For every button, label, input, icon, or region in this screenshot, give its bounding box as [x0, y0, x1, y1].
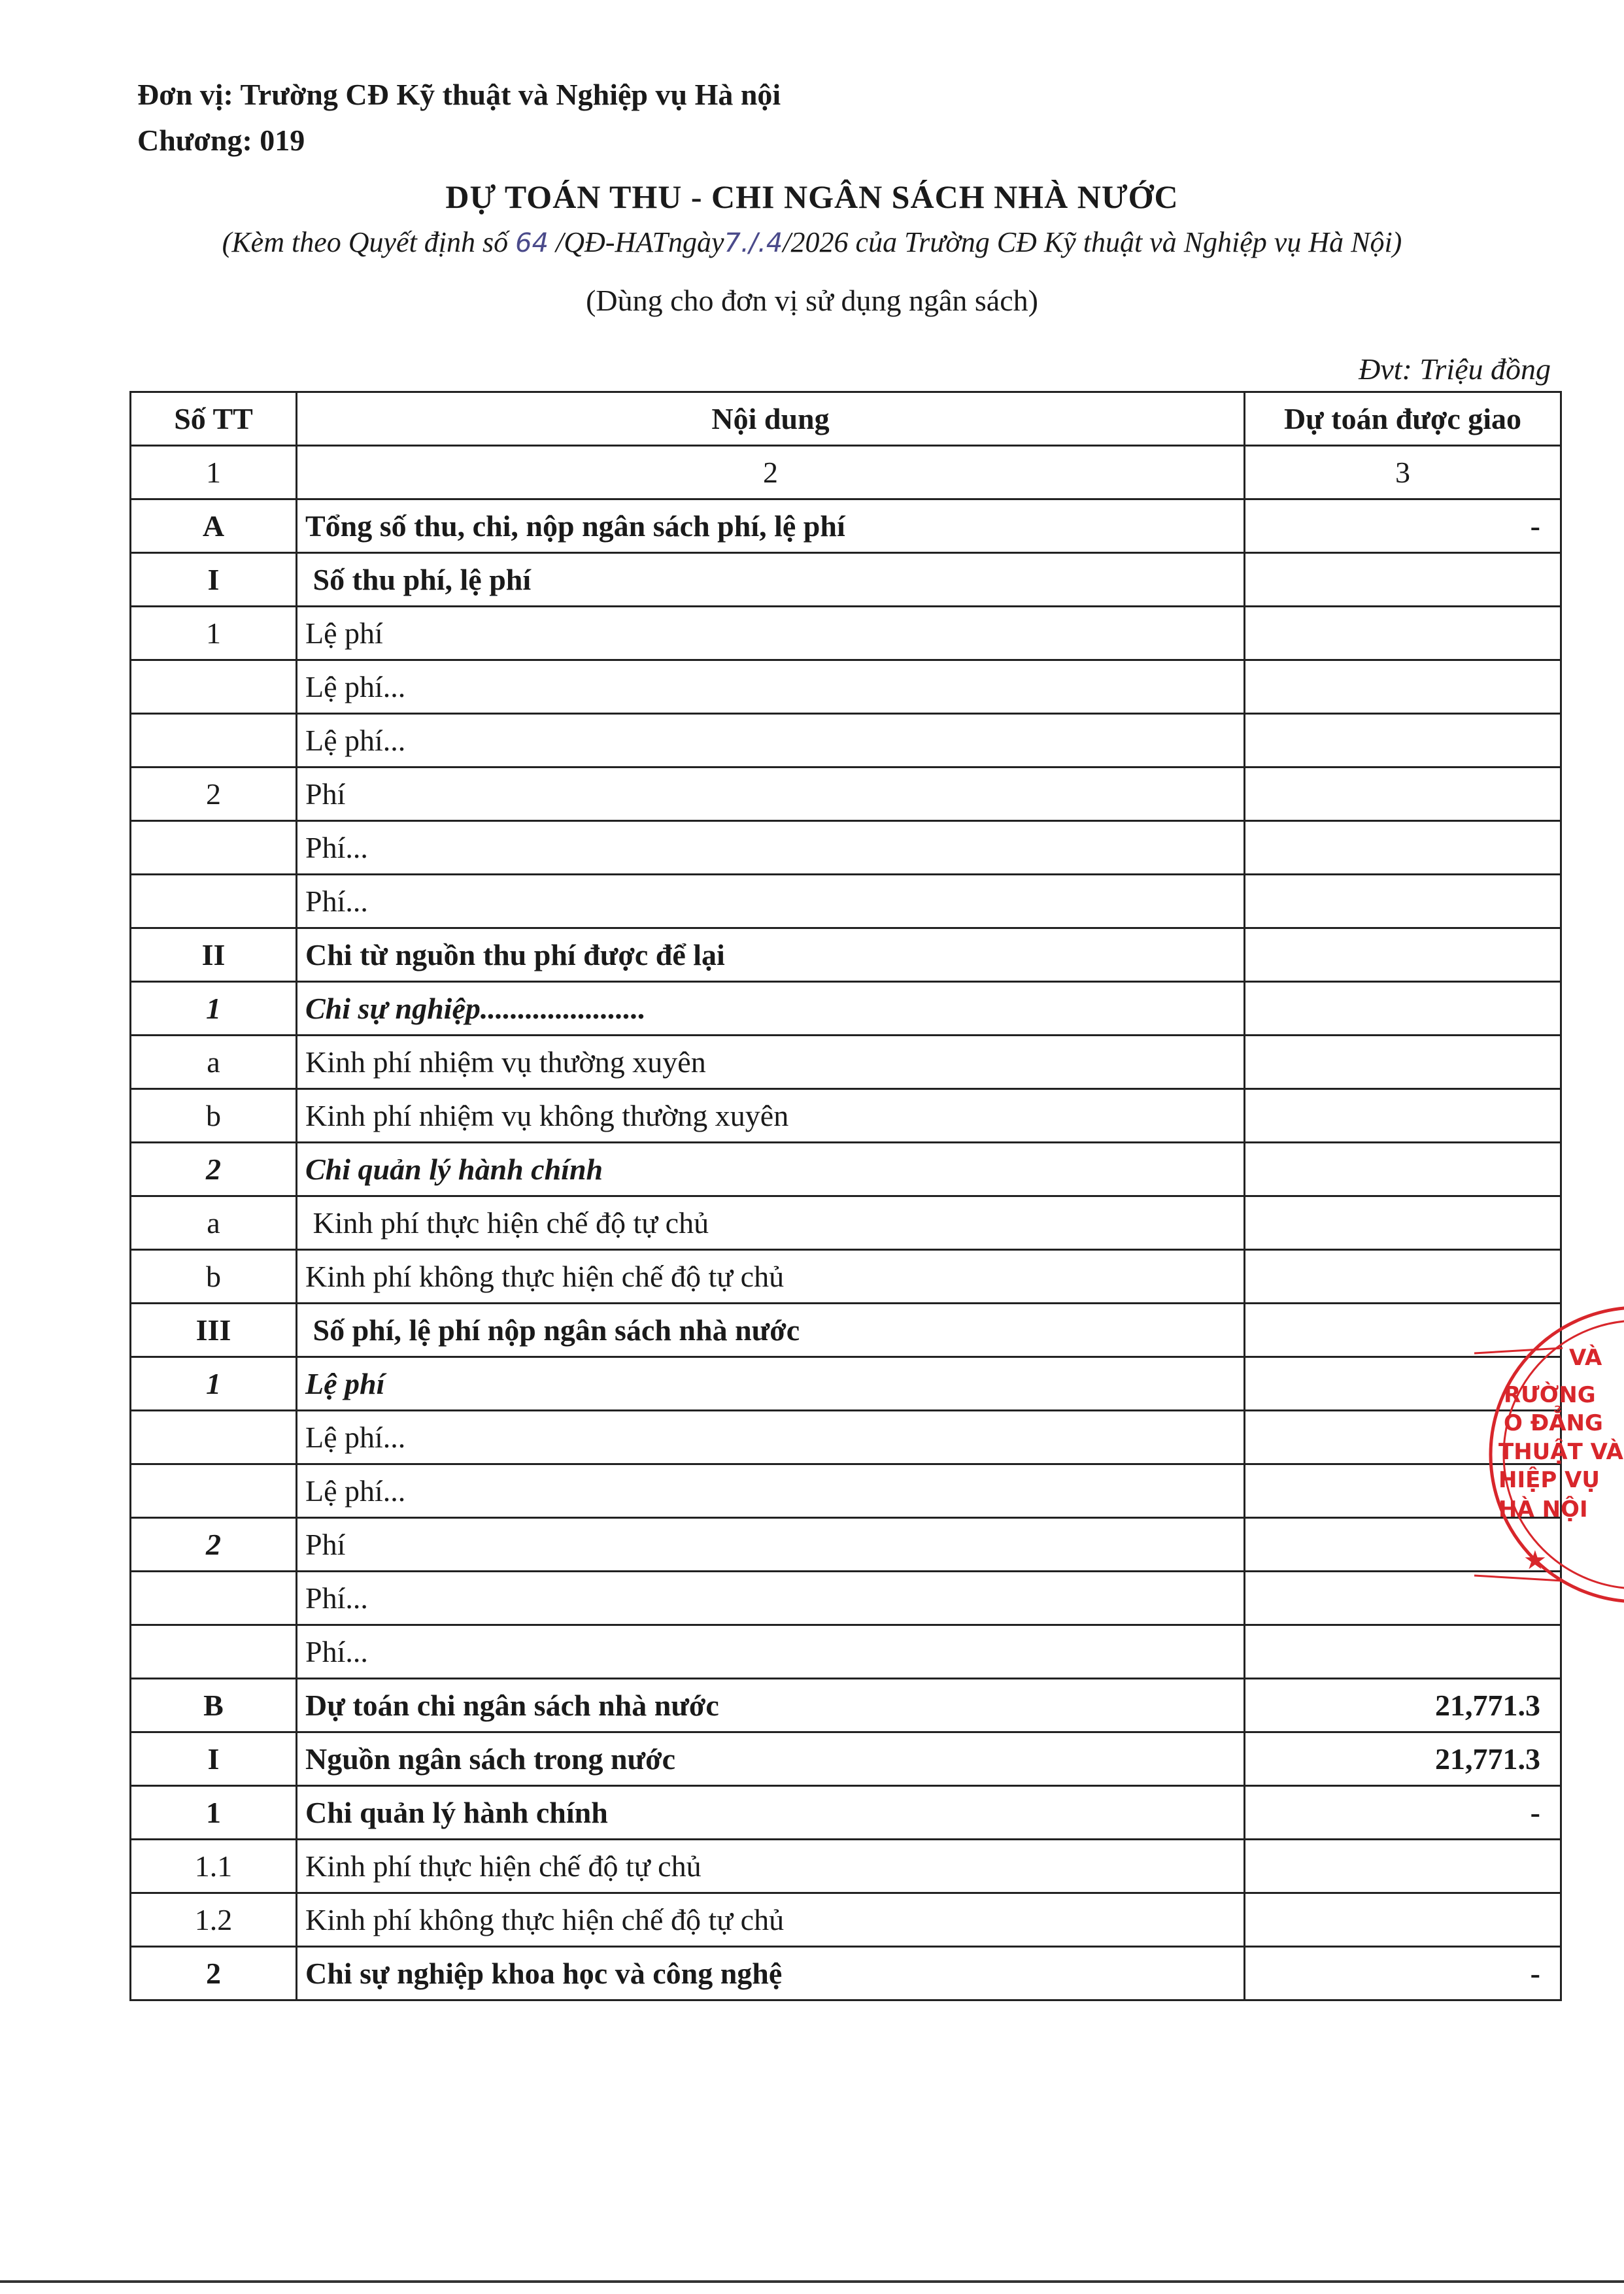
- amount-cell: [1245, 607, 1561, 660]
- subtitle-middle: /QĐ-HATngày: [549, 226, 724, 258]
- table-row: [131, 1464, 1561, 1518]
- stt-cell: 1.1: [131, 1840, 297, 1893]
- content-cell: Lệ phí...: [297, 1411, 1245, 1464]
- table-row: [131, 1411, 1561, 1464]
- stt-cell: [131, 1411, 297, 1464]
- stt-cell: 1: [131, 607, 297, 660]
- stt-cell: b: [131, 1089, 297, 1143]
- amount-cell: [1245, 1464, 1561, 1518]
- column-index-row: [131, 446, 1561, 499]
- stt-cell: [131, 714, 297, 767]
- content-cell: Chi quản lý hành chính: [297, 1786, 1245, 1840]
- amount-cell: [1245, 1893, 1561, 1947]
- table-row: [131, 1250, 1561, 1304]
- table-row: [131, 1679, 1561, 1732]
- content-cell: Lệ phí...: [297, 1464, 1245, 1518]
- stt-cell: 2: [131, 1518, 297, 1572]
- amount-cell: -: [1245, 1947, 1561, 2000]
- amount-cell: [1245, 1411, 1561, 1464]
- stt-cell: [131, 1572, 297, 1625]
- usage-note: (Dùng cho đơn vị sử dụng ngân sách): [586, 284, 1038, 317]
- content-cell: Kinh phí thực hiện chế độ tự chủ: [297, 1196, 1245, 1250]
- table-row: [131, 607, 1561, 660]
- stt-cell: 2: [131, 767, 297, 821]
- content-cell: Tổng số thu, chi, nộp ngân sách phí, lệ phí: [297, 499, 1245, 553]
- table-row: [131, 1786, 1561, 1840]
- table-row: [131, 553, 1561, 607]
- table-row: [131, 767, 1561, 821]
- seal-text-5: HIỆP VỤ: [1498, 1467, 1600, 1493]
- stt-cell: [131, 875, 297, 928]
- content-cell: Nguồn ngân sách trong nước: [297, 1732, 1245, 1786]
- content-cell: Chi từ nguồn thu phí được để lại: [297, 928, 1245, 982]
- col-header-amount: Dự toán được giao: [1245, 392, 1561, 446]
- stt-cell: 1.2: [131, 1893, 297, 1947]
- content-cell: Chi sự nghiệp khoa học và công nghệ: [297, 1947, 1245, 2000]
- table-row: [131, 1357, 1561, 1411]
- table-row: [131, 1196, 1561, 1250]
- content-cell: Lệ phí: [297, 1357, 1245, 1411]
- stt-cell: a: [131, 1036, 297, 1089]
- content-cell: Dự toán chi ngân sách nhà nước: [297, 1679, 1245, 1732]
- stt-cell: B: [131, 1679, 297, 1732]
- amount-cell: [1245, 767, 1561, 821]
- decision-date: 7./.4: [724, 228, 783, 258]
- seal-text-1: VÀ: [1569, 1345, 1602, 1371]
- amount-cell: -: [1245, 1786, 1561, 1840]
- stt-cell: [131, 1464, 297, 1518]
- stt-cell: 2: [131, 1947, 297, 2000]
- table-row: [131, 660, 1561, 714]
- amount-cell: [1245, 1357, 1561, 1411]
- stt-cell: I: [131, 553, 297, 607]
- amount-cell: [1245, 1196, 1561, 1250]
- stt-cell: b: [131, 1250, 297, 1304]
- content-cell: Kinh phí nhiệm vụ không thường xuyên: [297, 1089, 1245, 1143]
- content-cell: Kinh phí không thực hiện chế độ tự chủ: [297, 1250, 1245, 1304]
- stt-cell: [131, 1625, 297, 1679]
- page-bottom-rule: [0, 2280, 1624, 2283]
- chapter-line: Chương: 019: [137, 124, 305, 157]
- content-cell: Lệ phí...: [297, 660, 1245, 714]
- content-cell: Phí: [297, 767, 1245, 821]
- content-cell: Số thu phí, lệ phí: [297, 553, 1245, 607]
- stt-cell: 2: [131, 1143, 297, 1196]
- amount-cell: [1245, 982, 1561, 1036]
- index-cell: 3: [1245, 446, 1561, 499]
- unit-line: Đơn vị: Trường CĐ Kỹ thuật và Nghiệp vụ Hà nội: [137, 78, 781, 111]
- stt-cell: 1: [131, 982, 297, 1036]
- table-row: [131, 1089, 1561, 1143]
- content-cell: Phí...: [297, 1625, 1245, 1679]
- amount-cell: [1245, 553, 1561, 607]
- amount-cell: [1245, 928, 1561, 982]
- amount-cell: [1245, 1304, 1561, 1357]
- page-title: DỰ TOÁN THU - CHI NGÂN SÁCH NHÀ NƯỚC: [445, 178, 1179, 215]
- amount-cell: 21,771.3: [1245, 1679, 1561, 1732]
- stt-cell: II: [131, 928, 297, 982]
- table-row: [131, 982, 1561, 1036]
- col-header-content: Nội dung: [297, 392, 1245, 446]
- content-cell: Phí...: [297, 875, 1245, 928]
- amount-cell: [1245, 660, 1561, 714]
- content-cell: Kinh phí thực hiện chế độ tự chủ: [297, 1840, 1245, 1893]
- table-row: [131, 499, 1561, 553]
- table-row: [131, 1732, 1561, 1786]
- stt-cell: 1: [131, 1357, 297, 1411]
- amount-cell: [1245, 1089, 1561, 1143]
- seal-text-6: HÀ NỘI: [1498, 1496, 1588, 1523]
- stt-cell: 1: [131, 1786, 297, 1840]
- table-row: [131, 928, 1561, 982]
- table-row: [131, 1840, 1561, 1893]
- amount-cell: 21,771.3: [1245, 1732, 1561, 1786]
- content-cell: Lệ phí: [297, 607, 1245, 660]
- stt-cell: a: [131, 1196, 297, 1250]
- unit-note: Đvt: Triệu đồng: [1359, 352, 1551, 386]
- amount-cell: [1245, 1625, 1561, 1679]
- budget-table: [129, 391, 1562, 2001]
- amount-cell: [1245, 821, 1561, 875]
- table-row: [131, 1036, 1561, 1089]
- decision-reference: [0, 226, 1624, 259]
- content-cell: Số phí, lệ phí nộp ngân sách nhà nước: [297, 1304, 1245, 1357]
- table-row: [131, 821, 1561, 875]
- stt-cell: III: [131, 1304, 297, 1357]
- table-row: [131, 1625, 1561, 1679]
- content-cell: Phí: [297, 1518, 1245, 1572]
- stt-cell: I: [131, 1732, 297, 1786]
- content-cell: Kinh phí không thực hiện chế độ tự chủ: [297, 1893, 1245, 1947]
- table-row: [131, 1143, 1561, 1196]
- stt-cell: [131, 821, 297, 875]
- seal-text-2: RƯỜNG: [1504, 1382, 1596, 1408]
- table-row: [131, 875, 1561, 928]
- decision-number: 64: [515, 228, 549, 258]
- content-cell: Chi sự nghiệp......................: [297, 982, 1245, 1036]
- seal-star-icon: ★: [1523, 1545, 1547, 1576]
- table-row: [131, 1893, 1561, 1947]
- subtitle-suffix: /2026 của Trường CĐ Kỹ thuật và Nghiệp vụ Hà Nội): [783, 226, 1402, 258]
- table-row: [131, 1947, 1561, 2000]
- subtitle-prefix: (Kèm theo Quyết định số: [222, 226, 516, 258]
- amount-cell: [1245, 1143, 1561, 1196]
- amount-cell: -: [1245, 499, 1561, 553]
- table-row: [131, 1572, 1561, 1625]
- seal-text-3: O ĐẲNG: [1504, 1410, 1603, 1436]
- amount-cell: [1245, 1250, 1561, 1304]
- index-cell: 2: [297, 446, 1245, 499]
- content-cell: Chi quản lý hành chính: [297, 1143, 1245, 1196]
- amount-cell: [1245, 1840, 1561, 1893]
- stt-cell: A: [131, 499, 297, 553]
- table-row: [131, 1518, 1561, 1572]
- content-cell: Lệ phí...: [297, 714, 1245, 767]
- content-cell: Phí...: [297, 1572, 1245, 1625]
- table-row: [131, 1304, 1561, 1357]
- amount-cell: [1245, 1518, 1561, 1572]
- table-row: [131, 714, 1561, 767]
- amount-cell: [1245, 1572, 1561, 1625]
- amount-cell: [1245, 875, 1561, 928]
- seal-text-4: THUẬT VÀ: [1498, 1439, 1623, 1465]
- col-header-stt: Số TT: [131, 392, 297, 446]
- content-cell: Phí...: [297, 821, 1245, 875]
- table-header-row: [131, 392, 1561, 446]
- content-cell: Kinh phí nhiệm vụ thường xuyên: [297, 1036, 1245, 1089]
- index-cell: 1: [131, 446, 297, 499]
- stt-cell: [131, 660, 297, 714]
- amount-cell: [1245, 1036, 1561, 1089]
- amount-cell: [1245, 714, 1561, 767]
